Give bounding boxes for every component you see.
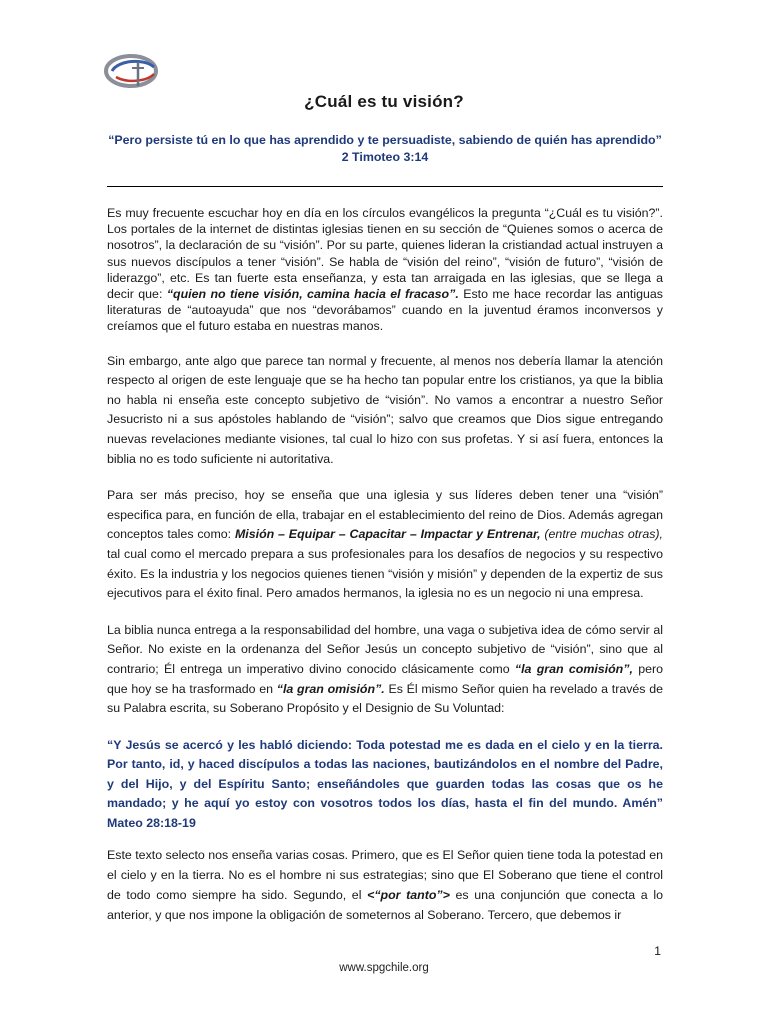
epigraph-quote: “Pero persiste tú en lo que has aprendido y te persuadiste, sabiendo de quién has aprendido” [108, 133, 662, 147]
epigraph [100, 132, 670, 166]
paragraph-4: La biblia nunca entrega a la responsabilidad del hombre, una vaga o subjetiva idea de cómo servir al Señor. No existe en la ordenanza del Señor Jesús un concepto subjetivo de “visión”, sino que al contrario; Él entrega un imperativo divino conocido clásicamente como “la gran comisión”, pero que hoy se ha trasformado en “la gran omisión”. Es Él mismo Señor quien ha revelado a través de su Palabra escrita, su Soberano Propósito y el Designio de Su Voluntad: [107, 622, 664, 716]
scripture-quote: “Y Jesús se acercó y les habló diciendo: Toda potestad me es dada en el cielo y en la tierra. Por tanto, id, y haced discípulos a todas las naciones, bautizándolos en el nombre del Padre, y del Hijo, y del Espíritu Santo; enseñándoles que guarden todas las cosas que os he mandado; y he aquí yo estoy con vosotros todos los días, hasta el fin del mundo. Amén” Mateo 28:18-19 [107, 737, 663, 830]
divider [107, 186, 663, 187]
paragraph-5: Este texto selecto nos enseña varias cosas. Primero, que es El Señor quien tiene toda la potestad en el cielo y en la tierra. No es el hombre ni sus estrategias; sino que El Soberano que tiene el control de todo como siempre ha sido. Segundo, el <“por tanto”> es una conjunción que conecta a lo anterior, y que nos impone la obligación de someternos al Soberano. Tercero, que debemos ir [107, 848, 663, 923]
footer-url: www.spgchile.org [339, 962, 429, 974]
paragraph-3: Para ser más preciso, hoy se enseña que una iglesia y sus líderes deben tener una “visión” especifica para, en función de ella, trabajar en el establecimiento del reino de Dios. Además agregan conceptos tales como: Misión – Equipar – Capacitar – Impactar y Entrenar, (entre muchas otras), tal cual como el mercado prepara a sus profesionales para los desafíos de negocios y su respectivo éxito. Es la industria y los negocios quienes tienen “visión y misión” y dependen de la expertiz de sus ejecutivos para el éxito final. Pero amados hermanos, la iglesia no es un negocio ni una empresa. [107, 488, 663, 601]
document-body [107, 205, 663, 925]
epigraph-reference: 2 Timoteo 3:14 [341, 150, 429, 164]
emphasis-quote: “quien no tiene visión, camina hacia el fracaso”. [166, 287, 459, 302]
emphasis-por-tanto: <“por tanto”> [367, 888, 450, 903]
emphasis-concepts: Misión – Equipar – Capacitar – Impactar y Entrenar, [234, 527, 541, 542]
spg-logo [104, 50, 162, 92]
page-title: ¿Cuál es tu visión? [304, 92, 464, 111]
paragraph-2: Sin embargo, ante algo que parece tan normal y frecuente, al menos nos debería llamar la atención respecto al origen de este lenguaje que se ha hecho tan popular entre los cristianos, ya que la biblia no habla ni enseña este concepto subjetivo de “visión”. No vamos a encontrar a nuestro Señor Jesucristo ni a sus apóstoles hablando de “visión”; salvo que creamos que Dios sigue entregando nuevas revelaciones mediante visiones, tal cual lo hizo con sus profetas. Y si así fuera, entonces la biblia no es todo suficiente ni autoritativa. [107, 353, 663, 466]
paragraph-1: Es muy frecuente escuchar hoy en día en los círculos evangélicos la pregunta “¿Cuál es tu visión?”. Los portales de la internet de distintas iglesias tienen en su sección de “Quienes somos o acerca de nosotros”, la declaración de su “visión”. Por su parte, quienes lideran la cristiandad actual instruyen a sus nuevos discípulos a tener “visión”. Se habla de “visión del reino”, “visión de futuro”, “visión de liderazgo”, etc. Es tan fuerte esta enseñanza, y esta tan arraigada en las iglesias, que se llega a decir que: “quien no tiene visión, camina hacia el fracaso”. Esto me hace recordar las antiguas literaturas de “autoayuda” que nos “devorábamos” cuando en la juventud éramos inconversos y creíamos que el futuro estaba en nuestras manos. [107, 206, 664, 334]
page-number: 1 [654, 944, 661, 958]
emphasis-gran-omision: “la gran omisión”. [276, 681, 385, 696]
emphasis-gran-comision: “la gran comisión”, [514, 661, 633, 676]
